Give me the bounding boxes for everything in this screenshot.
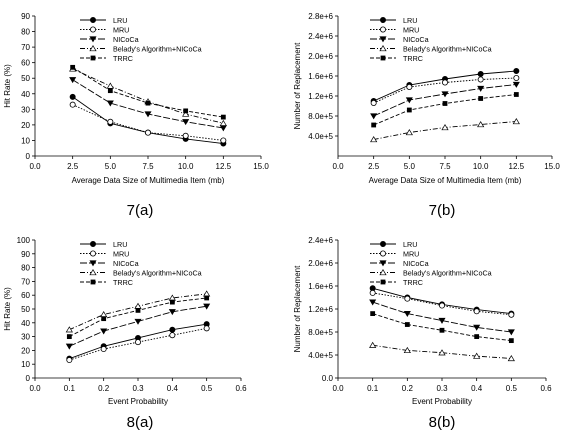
legend-swatch-marker bbox=[90, 251, 95, 256]
series-1 bbox=[370, 290, 514, 317]
y-tick-label: 100 bbox=[16, 236, 30, 245]
data-point bbox=[101, 346, 106, 351]
data-point bbox=[371, 100, 376, 105]
data-point bbox=[407, 108, 412, 113]
x-tick-label: 15.0 bbox=[253, 162, 269, 171]
y-tick-label: 80 bbox=[21, 27, 30, 37]
series-1 bbox=[67, 326, 210, 363]
series-1 bbox=[70, 102, 226, 143]
y-tick-label: 50 bbox=[21, 74, 30, 84]
data-point bbox=[508, 330, 514, 335]
x-tick-label: 12.5 bbox=[508, 162, 525, 171]
legend bbox=[80, 240, 202, 287]
data-point bbox=[146, 101, 151, 106]
data-point bbox=[405, 296, 410, 301]
legend bbox=[80, 16, 202, 63]
legend bbox=[370, 16, 492, 63]
data-point bbox=[204, 296, 209, 301]
legend-label: Belady's Algorithm+NICoCa bbox=[113, 268, 202, 278]
legend bbox=[370, 240, 492, 287]
x-tick-label: 0.4 bbox=[471, 384, 483, 393]
data-point bbox=[135, 319, 141, 324]
legend-label: MRU bbox=[113, 25, 130, 35]
chart-8b bbox=[290, 228, 567, 416]
y-tick-label: 1.2e+6 bbox=[308, 92, 333, 101]
series-line bbox=[374, 85, 517, 117]
y-tick-label: 40 bbox=[21, 318, 30, 328]
data-point bbox=[108, 88, 113, 93]
legend-label: TRRC bbox=[403, 53, 423, 63]
data-point bbox=[66, 327, 72, 332]
y-tick-label: 1.6e+6 bbox=[308, 72, 333, 81]
caption-8a: 8(a) bbox=[126, 414, 154, 431]
data-point bbox=[371, 114, 377, 119]
data-point bbox=[220, 121, 226, 126]
data-point bbox=[183, 108, 188, 113]
data-point bbox=[70, 77, 76, 82]
y-tick-label: 0 bbox=[25, 152, 30, 161]
data-point bbox=[221, 138, 226, 143]
data-point bbox=[67, 334, 72, 339]
y-tick-label: 2.4e+6 bbox=[308, 32, 333, 41]
series-4 bbox=[370, 311, 513, 343]
legend-swatch-marker bbox=[90, 17, 95, 22]
data-point bbox=[221, 115, 226, 120]
series-2 bbox=[371, 82, 520, 119]
legend-swatch-marker bbox=[380, 241, 385, 246]
y-tick-label: 20 bbox=[21, 120, 30, 130]
y-tick-label: 30 bbox=[21, 105, 30, 115]
x-tick-label: 5.0 bbox=[104, 162, 116, 171]
x-tick-label: 10.0 bbox=[472, 162, 489, 171]
data-point bbox=[169, 309, 175, 314]
y-tick-label: 10 bbox=[21, 360, 30, 370]
legend-label: Belady's Algorithm+NICoCa bbox=[403, 268, 492, 278]
series-3 bbox=[370, 342, 515, 360]
data-point bbox=[204, 326, 209, 331]
y-tick-label: 8.0e+5 bbox=[308, 112, 333, 121]
data-point bbox=[370, 342, 376, 347]
data-point bbox=[474, 309, 479, 314]
data-point bbox=[145, 130, 150, 135]
data-point bbox=[406, 98, 412, 103]
x-tick-label: 0.2 bbox=[401, 384, 413, 393]
data-point bbox=[170, 333, 175, 338]
legend-label: TRRC bbox=[113, 53, 133, 63]
x-tick-label: 15.0 bbox=[544, 162, 560, 171]
data-point bbox=[170, 300, 175, 305]
series-4 bbox=[67, 296, 209, 339]
data-point bbox=[101, 329, 107, 334]
y-tick-label: 0.0 bbox=[321, 374, 333, 383]
data-point bbox=[478, 77, 483, 82]
x-tick-label: 7.5 bbox=[142, 162, 154, 171]
data-point bbox=[440, 328, 445, 333]
legend-swatch-marker bbox=[91, 56, 96, 61]
data-point bbox=[443, 101, 448, 106]
x-tick-label: 0.1 bbox=[367, 384, 379, 393]
x-tick-label: 0.3 bbox=[436, 384, 448, 393]
legend-swatch-marker bbox=[381, 56, 386, 61]
y-tick-label: 90 bbox=[21, 249, 30, 259]
data-point bbox=[407, 84, 412, 89]
x-tick-label: 5.0 bbox=[403, 162, 415, 171]
legend-swatch-marker bbox=[90, 241, 95, 246]
y-tick-label: 40 bbox=[21, 89, 30, 99]
y-tick-label: 2.8e+6 bbox=[308, 12, 333, 21]
data-point bbox=[136, 308, 141, 313]
chart-8a bbox=[0, 228, 290, 416]
series-line bbox=[373, 314, 512, 341]
y-tick-label: 4.0e+5 bbox=[308, 132, 333, 141]
data-point bbox=[478, 96, 483, 101]
y-axis-label: Hit Rate (%) bbox=[3, 287, 12, 331]
x-tick-label: 0.0 bbox=[332, 384, 344, 393]
data-point bbox=[70, 94, 75, 99]
data-point bbox=[514, 68, 519, 73]
x-tick-label: 2.5 bbox=[368, 162, 380, 171]
legend-label: TRRC bbox=[403, 277, 423, 287]
y-tick-label: 70 bbox=[21, 277, 30, 287]
legend-swatch-marker bbox=[380, 27, 385, 32]
x-axis-label: Event Probability bbox=[107, 397, 169, 406]
x-tick-label: 12.5 bbox=[215, 162, 232, 171]
x-axis-label: Average Data Size of Multimedia Item (mb) bbox=[368, 176, 522, 185]
legend-label: MRU bbox=[403, 249, 420, 259]
y-tick-label: 30 bbox=[21, 332, 30, 342]
legend-label: TRRC bbox=[113, 277, 133, 287]
data-point bbox=[101, 316, 106, 321]
data-point bbox=[204, 291, 210, 296]
legend-swatch-marker bbox=[90, 27, 95, 32]
data-point bbox=[405, 322, 410, 327]
data-point bbox=[183, 119, 189, 124]
x-tick-label: 0.1 bbox=[63, 384, 75, 393]
legend-swatch-marker bbox=[380, 17, 385, 22]
legend-label: MRU bbox=[113, 249, 130, 259]
x-tick-label: 0.0 bbox=[29, 384, 41, 393]
series-3 bbox=[371, 119, 520, 142]
data-point bbox=[107, 83, 113, 88]
data-point bbox=[406, 130, 412, 135]
caption-7a: 7(a) bbox=[126, 202, 154, 219]
legend-label: MRU bbox=[403, 25, 420, 35]
legend-label: Belady's Algorithm+NICoCa bbox=[113, 44, 202, 54]
legend-label: NICoCa bbox=[403, 258, 429, 268]
y-tick-label: 2.4e+6 bbox=[308, 236, 333, 245]
series-0 bbox=[370, 286, 514, 317]
y-axis-label: Number of Replacement bbox=[293, 42, 302, 130]
legend-label: LRU bbox=[403, 239, 418, 249]
y-tick-label: 20 bbox=[21, 346, 30, 356]
y-tick-label: 90 bbox=[21, 12, 30, 21]
legend-label: NICoCa bbox=[403, 34, 429, 44]
x-tick-label: 0.5 bbox=[505, 384, 517, 393]
data-point bbox=[70, 102, 75, 107]
legend-label: LRU bbox=[113, 239, 128, 249]
series-1 bbox=[371, 75, 519, 105]
data-point bbox=[509, 338, 514, 343]
data-point bbox=[70, 65, 75, 70]
series-line bbox=[373, 288, 512, 313]
data-point bbox=[509, 312, 514, 317]
x-tick-label: 10.0 bbox=[177, 162, 194, 171]
caption-7b: 7(b) bbox=[428, 202, 456, 219]
data-point bbox=[514, 75, 519, 80]
series-4 bbox=[371, 92, 518, 127]
series-0 bbox=[371, 68, 519, 103]
y-tick-label: 1.2e+6 bbox=[308, 305, 333, 314]
chart-7b bbox=[290, 0, 567, 200]
x-tick-label: 0.5 bbox=[201, 384, 213, 393]
x-tick-label: 7.5 bbox=[439, 162, 451, 171]
x-tick-label: 0.2 bbox=[98, 384, 110, 393]
legend-label: Belady's Algorithm+NICoCa bbox=[403, 44, 492, 54]
x-tick-label: 0.6 bbox=[540, 384, 552, 393]
series-line bbox=[374, 95, 517, 126]
y-tick-label: 50 bbox=[21, 305, 30, 314]
series-line bbox=[73, 67, 224, 117]
x-tick-label: 0.3 bbox=[132, 384, 144, 393]
legend-label: LRU bbox=[113, 15, 128, 25]
y-tick-label: 60 bbox=[21, 58, 30, 68]
data-point bbox=[66, 344, 72, 349]
caption-8b: 8(b) bbox=[428, 414, 456, 431]
legend-label: NICoCa bbox=[113, 34, 139, 44]
legend-swatch-marker bbox=[381, 280, 386, 285]
y-axis-label: Number of Replacement bbox=[293, 265, 302, 353]
x-tick-label: 0.0 bbox=[29, 162, 41, 171]
data-point bbox=[220, 126, 226, 131]
data-point bbox=[442, 80, 447, 85]
data-point bbox=[170, 327, 175, 332]
y-axis-label: Hit Rate (%) bbox=[3, 64, 12, 108]
legend-label: LRU bbox=[403, 15, 418, 25]
x-axis-label: Event Probability bbox=[411, 397, 473, 406]
y-tick-label: 70 bbox=[21, 43, 30, 53]
legend-swatch-marker bbox=[380, 251, 385, 256]
x-tick-label: 0.4 bbox=[166, 384, 178, 393]
x-tick-label: 0.0 bbox=[332, 162, 344, 171]
y-tick-label: 10 bbox=[21, 136, 30, 146]
y-tick-label: 80 bbox=[21, 263, 30, 273]
legend-swatch-marker bbox=[91, 280, 96, 285]
x-tick-label: 2.5 bbox=[67, 162, 79, 171]
data-point bbox=[474, 334, 479, 339]
data-point bbox=[183, 133, 188, 138]
y-tick-label: 1.6e+6 bbox=[308, 282, 333, 291]
data-point bbox=[135, 340, 140, 345]
data-point bbox=[108, 119, 113, 124]
data-point bbox=[439, 303, 444, 308]
y-tick-label: 60 bbox=[21, 291, 30, 301]
data-point bbox=[514, 92, 519, 97]
data-point bbox=[478, 71, 483, 76]
y-tick-label: 2.0e+6 bbox=[308, 52, 333, 61]
data-point bbox=[371, 123, 376, 128]
data-point bbox=[101, 312, 107, 317]
y-tick-label: 2.0e+6 bbox=[308, 259, 333, 268]
data-point bbox=[370, 311, 375, 316]
y-tick-label: 8.0e+5 bbox=[308, 328, 333, 337]
x-tick-label: 0.6 bbox=[235, 384, 247, 393]
y-tick-label: 4.0e+5 bbox=[308, 351, 333, 360]
data-point bbox=[67, 357, 72, 362]
x-axis-label: Average Data Size of Multimedia Item (mb) bbox=[71, 176, 225, 185]
legend-label: NICoCa bbox=[113, 258, 139, 268]
data-point bbox=[370, 290, 375, 295]
chart-7a bbox=[0, 0, 290, 200]
y-tick-label: 0 bbox=[25, 374, 30, 383]
